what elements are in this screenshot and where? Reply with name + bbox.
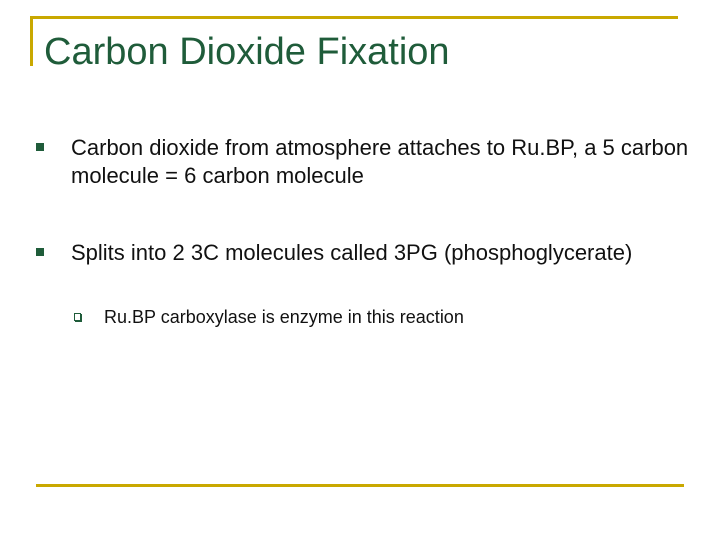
sub-bullet-marker-1 [74, 313, 81, 321]
bullet-marker-2 [36, 248, 44, 256]
left-rule [30, 16, 33, 66]
slide-title: Carbon Dioxide Fixation [44, 31, 450, 73]
top-rule [30, 16, 678, 19]
bottom-rule [36, 484, 684, 487]
sub-bullet-text-1: Ru.BP carboxylase is enzyme in this reaction [104, 307, 464, 327]
bullet-text-1: Carbon dioxide from atmosphere attaches to Ru.BP, a 5 carbon molecule = 6 carbon molecule [71, 135, 689, 188]
bullet-marker-1 [36, 143, 44, 151]
bullet-text-2: Splits into 2 3C molecules called 3PG (phosphoglycerate) [71, 240, 633, 265]
